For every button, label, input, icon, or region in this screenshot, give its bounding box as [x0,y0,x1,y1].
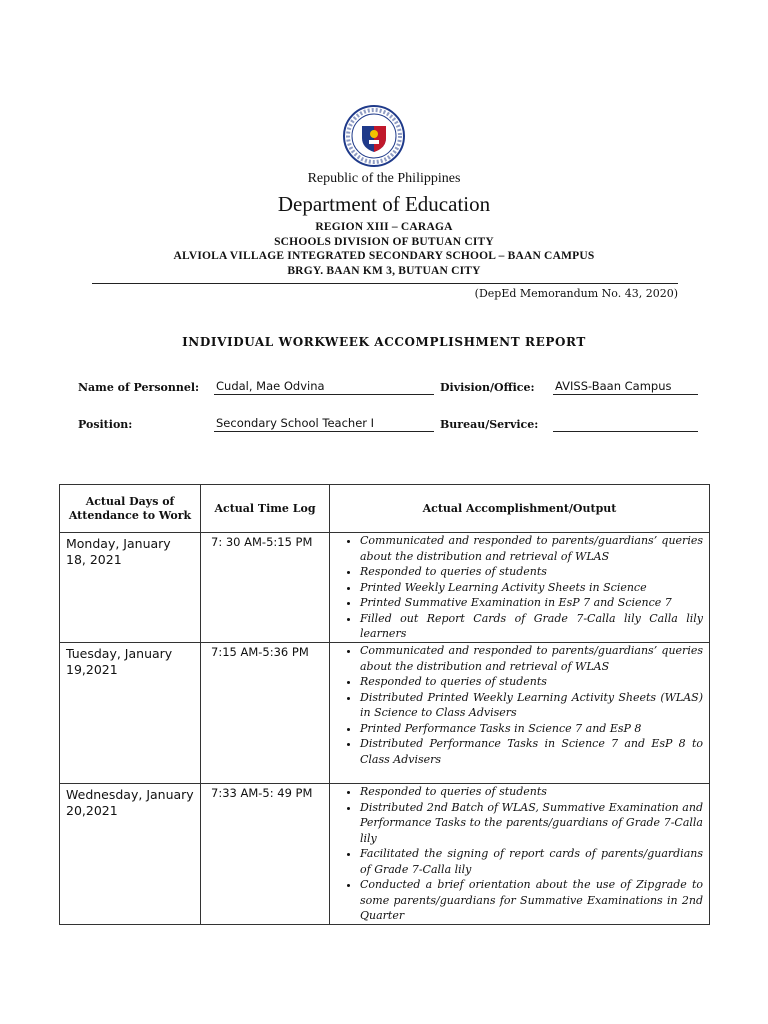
header-accomplishment: Actual Accomplishment/Output [330,485,710,533]
day-cell: Monday, January 18, 2021 [60,533,201,643]
list-item: • Communicated and responded to parents/guardians’ queries about the distribution and retrieval of WLAS [360,533,703,564]
position-label: Position: [78,418,133,431]
accomplishment-cell [330,533,710,643]
memo-reference: (DepEd Memorandum No. 43, 2020) [474,287,678,300]
division-line: SCHOOLS DIVISION OF BUTUAN CITY [274,236,494,248]
bureau-value [553,416,698,432]
list-item: • Filled out Report Cards of Grade 7-Calla lily Calla lily learners [360,611,703,642]
republic-line: Republic of the Philippines [307,171,461,186]
list-item: • Printed Weekly Learning Activity Sheets in Science [360,580,703,596]
table-row [60,533,710,643]
division-label: Division/Office: [440,381,535,394]
list-item: • Facilitated the signing of report cards of parents/guardians of Grade 7-Calla lily [360,846,703,877]
header-divider [92,283,678,284]
list-item: • Distributed 2nd Batch of WLAS, Summative Examination and Performance Tasks to the parents/guardians of Grade 7-Calla lily [360,800,703,847]
time-cell: 7: 30 AM-5:15 PM [201,533,330,643]
day-cell: Wednesday, January 20,2021 [60,784,201,925]
header-time-log: Actual Time Log [201,485,330,533]
table-row [60,784,710,925]
list-item: • Distributed Printed Weekly Learning Activity Sheets (WLAS) in Science to Class Advisers [360,690,703,721]
division-value: AVISS-Baan Campus [553,379,698,395]
list-item: • Printed Performance Tasks in Science 7 and EsP 8 [360,721,703,737]
day-cell: Tuesday, January 19,2021 [60,643,201,784]
address-line: BRGY. BAAN KM 3, BUTUAN CITY [287,265,481,277]
header-days: Actual Days of Attendance to Work [60,485,201,533]
list-item: • Responded to queries of students [360,674,703,690]
region-line: REGION XIII – CARAGA [315,221,453,233]
accomplishment-cell [330,784,710,925]
list-item: • Responded to queries of students [360,564,703,580]
table-header-row [60,485,710,533]
time-cell: 7:33 AM-5: 49 PM [201,784,330,925]
name-label: Name of Personnel: [78,381,200,394]
department-title: Department of Education [277,192,491,216]
table-row [60,643,710,784]
bureau-label: Bureau/Service: [440,418,539,431]
deped-seal-logo [336,104,412,168]
list-item: • Conducted a brief orientation about the use of Zipgrade to some parents/guardians for Summative Examinations in 2nd Quarter [360,877,703,924]
list-item: • Communicated and responded to parents/guardians’ queries about the distribution and retrieval of WLAS [360,643,703,674]
accomplishment-table [59,484,710,925]
list-item: • Distributed Performance Tasks in Science 7 and EsP 8 to Class Advisers [360,736,703,767]
list-item: • Responded to queries of students [360,784,703,800]
accomplishment-cell [330,643,710,784]
time-cell: 7:15 AM-5:36 PM [201,643,330,784]
report-title: INDIVIDUAL WORKWEEK ACCOMPLISHMENT REPORT [182,335,586,349]
list-item: • Printed Summative Examination in EsP 7 and Science 7 [360,595,703,611]
name-value: Cudal, Mae Odvina [214,379,434,395]
position-value: Secondary School Teacher I [214,416,434,432]
school-line: ALVIOLA VILLAGE INTEGRATED SECONDARY SCHOOL – BAAN CAMPUS [173,250,595,262]
